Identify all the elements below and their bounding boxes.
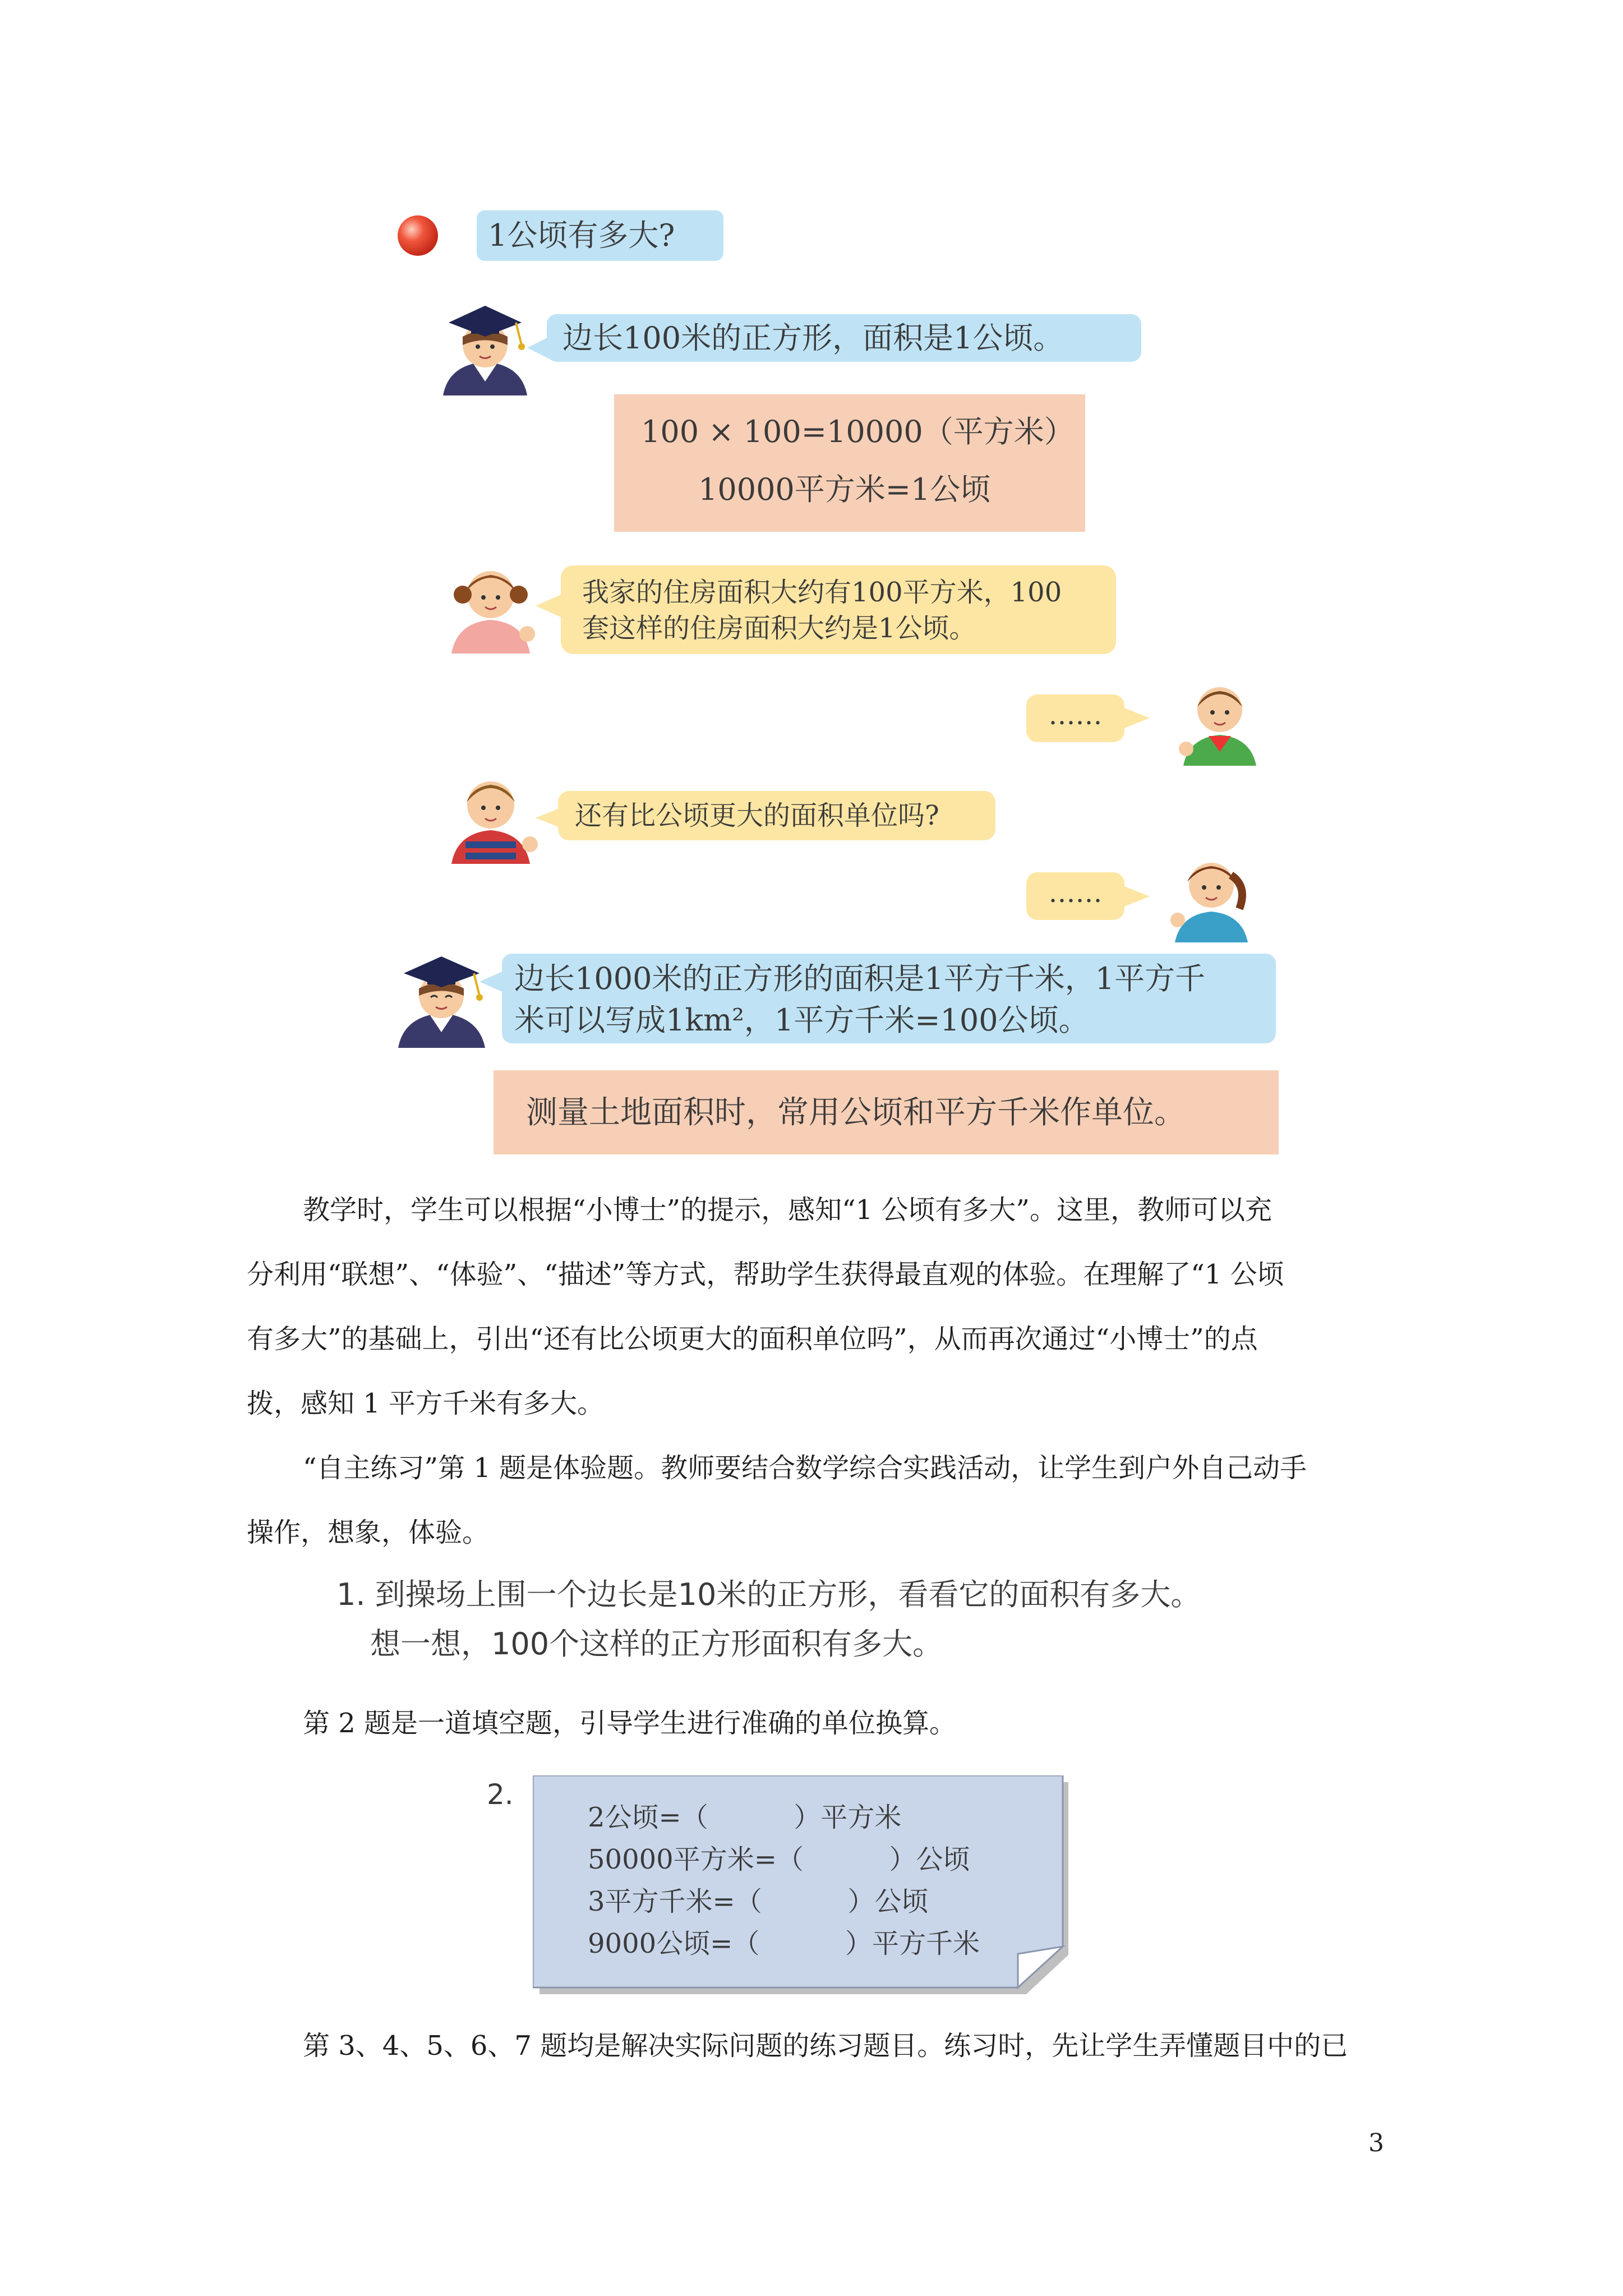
paragraph-2	[247, 1436, 1391, 1565]
ellipsis-text: ……	[1048, 877, 1103, 909]
paragraph-1	[247, 1178, 1391, 1436]
exercise-1-line-2: 想一想，100个这样的正方形面积有多大。	[370, 1626, 943, 1662]
formula-line-1: 100 × 100=10000（平方米）	[641, 414, 1075, 449]
bubble-tail	[1124, 708, 1150, 728]
boy-avatar	[443, 766, 538, 864]
girl-bubble-1	[561, 565, 1116, 654]
doctor-avatar	[437, 292, 533, 398]
exercise-2-item: 50000平方米=（ ）公顷	[588, 1844, 970, 1875]
paragraph-line: 教学时，学生可以根据“小博士”的提示，感知“1 公顷有多大”。这里，教师可以充	[303, 1194, 1272, 1226]
doctor-icon	[393, 942, 491, 1049]
paragraph-line: 分利用“联想”、“体验”、“描述”等方式，帮助学生获得最直观的体验。在理解了“1 公顷	[247, 1259, 1284, 1290]
boy-bubble-question-text: 还有比公顷更大的面积单位吗?	[575, 800, 939, 831]
exercise-2-item: 9000公顷=（ ）平方千米	[588, 1928, 980, 1959]
bubble-tail	[479, 970, 505, 993]
paragraph-line: 操作，想象，体验。	[247, 1517, 490, 1548]
exercise-2-number: 2.	[487, 1778, 514, 1811]
doctor-bubble-2-line-2: 米可以写成1km²，1平方千米=100公顷。	[514, 1002, 1089, 1038]
boy-icon	[1175, 673, 1265, 766]
boy-avatar	[1175, 673, 1265, 766]
girl-avatar	[443, 555, 538, 654]
doctor-bubble-1	[547, 314, 1141, 362]
paragraph-3	[247, 1691, 1391, 1756]
paragraph-line: 第 3、4、5、6、7 题均是解决实际问题的练习题目。练习时，先让学生弄懂题目中的已	[303, 2030, 1348, 2062]
ellipsis-bubble-2	[1026, 872, 1124, 920]
paragraph-line: “自主练习”第 1 题是体验题。教师要结合数学综合实践活动，让学生到户外自己动手	[303, 1452, 1307, 1484]
paragraph-line: 第 2 题是一道填空题，引导学生进行准确的单位换算。	[303, 1708, 957, 1739]
girl-bubble-1-line-2: 套这样的住房面积大约是1公顷。	[582, 613, 976, 644]
conclusion-text: 测量土地面积时，常用公顷和平方千米作单位。	[526, 1094, 1186, 1131]
paragraph-4	[247, 2014, 1391, 2078]
bubble-tail	[536, 808, 561, 828]
exercise-1-line-1: 1. 到操场上围一个边长是10米的正方形，看看它的面积有多大。	[336, 1577, 1201, 1612]
doctor-icon	[437, 292, 533, 398]
exercise-2-item: 3平方千米=（ ）公顷	[588, 1886, 929, 1917]
conclusion-box	[494, 1070, 1279, 1154]
exercise-2-item: 2公顷=（ ）平方米	[588, 1802, 902, 1833]
section-icon	[395, 213, 440, 258]
section-title-text: 1公顷有多大?	[488, 218, 675, 253]
ellipsis-text: ……	[1048, 700, 1103, 731]
boy-icon	[443, 766, 538, 864]
bubble-tail	[536, 595, 561, 617]
doctor-bubble-2	[502, 954, 1276, 1043]
doctor-bubble-2-line-1: 边长1000米的正方形的面积是1平方千米，1平方千	[514, 961, 1206, 996]
ellipsis-bubble-1	[1026, 694, 1124, 742]
section-title	[477, 210, 723, 261]
formula-box	[614, 394, 1085, 532]
doctor-bubble-1-text: 边长100米的正方形，面积是1公顷。	[562, 320, 1064, 356]
page-number: 3	[1368, 2129, 1384, 2157]
red-ball-icon	[395, 213, 440, 258]
girl-bubble-1-line-1: 我家的住房面积大约有100平方米，100	[582, 577, 1062, 608]
boy-bubble-question	[558, 791, 995, 840]
bubble-tail	[1124, 886, 1150, 907]
girl-icon	[443, 555, 538, 654]
bubble-tail	[527, 337, 550, 359]
paragraph-line: 拨，感知 1 平方千米有多大。	[247, 1388, 605, 1419]
doctor-avatar	[393, 942, 491, 1049]
girl-icon	[1164, 847, 1259, 942]
girl-avatar	[1164, 847, 1259, 942]
formula-line-2: 10000平方米=1公顷	[698, 472, 991, 507]
exercise-2-card	[533, 1775, 1068, 1994]
paragraph-line: 有多大”的基础上，引出“还有比公顷更大的面积单位吗”，从而再次通过“小博士”的点	[247, 1323, 1258, 1355]
